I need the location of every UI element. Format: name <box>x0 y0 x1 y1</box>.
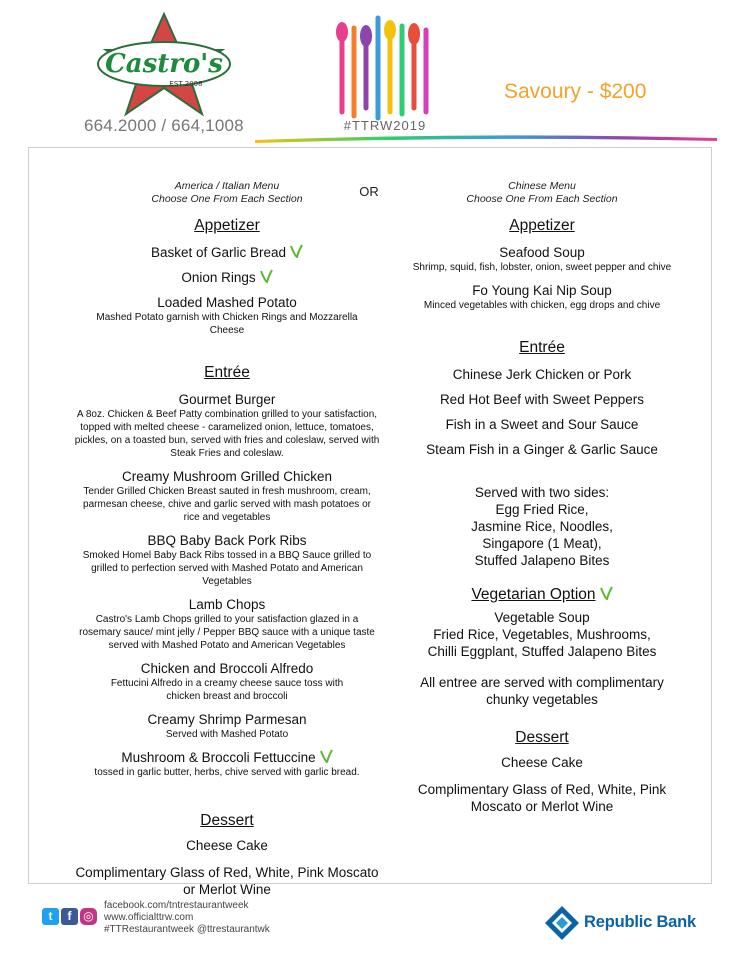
side-option: Stuffed Jalapeno Bites <box>474 553 610 568</box>
item-name: Loaded Mashed Potato <box>157 295 297 310</box>
social-icons <box>42 908 99 928</box>
menu-item <box>68 711 386 728</box>
item-description: tossed in garlic butter, herbs, chive served with garlic bread. <box>94 767 360 778</box>
item-name: Creamy Mushroom Grilled Chicken <box>121 469 333 484</box>
entree-note: chunky vegetables <box>486 692 598 707</box>
dessert-item: Cheese Cake <box>186 838 268 853</box>
menu-item <box>68 749 386 766</box>
item-description: Served with Mashed Potato <box>165 729 289 740</box>
sides-heading: Served with two sides: <box>474 485 610 500</box>
item-name: Seafood Soup <box>499 245 585 260</box>
item-name: Lamb Chops <box>188 597 266 612</box>
entree-heading: Entrée <box>519 339 565 356</box>
item-name: Gourmet Burger <box>178 392 276 407</box>
entree-heading: Entrée <box>204 364 250 381</box>
item-name: BBQ Baby Back Pork Ribs <box>147 533 307 548</box>
menu-item: Chinese Jerk Chicken or Pork <box>452 367 632 382</box>
entree-note: All entree are served with complimentary <box>420 675 664 690</box>
vegetarian-heading-row <box>390 585 694 605</box>
menu-item <box>68 532 386 549</box>
ttrw-hashtag: #TTRW2019 <box>343 118 427 133</box>
dessert-heading: Dessert <box>515 729 569 746</box>
wine-offer: Complimentary Glass of Red, White, Pink Moscato or Merlot Wine <box>75 865 379 897</box>
american-italian-menu <box>68 180 386 898</box>
item-description: Shrimp, squid, fish, lobster, onion, sweet pepper and chive <box>412 262 672 273</box>
item-name: Mushroom & Broccoli Fettuccine <box>121 750 316 765</box>
item-name: Basket of Garlic Bread <box>150 245 287 260</box>
item-description: A 8oz. Chicken & Beef Patty combination grilled to your satisfaction, topped with melted cheese - caramelized onion, lettuce, tomatoes, pickles, on a toasted bun, served with fries and coleslaw, served with Steak Fries and coleslaw. <box>74 409 380 459</box>
menu-item <box>68 468 386 485</box>
republic-bank-icon <box>544 905 580 941</box>
menu-subtitle: Choose One From Each Section <box>151 193 303 205</box>
menu-item <box>68 269 386 286</box>
item-name: Fo Young Kai Nip Soup <box>472 283 612 298</box>
ttrw-cutlery-logo <box>330 8 440 132</box>
vegetarian-leaf-icon <box>319 749 333 763</box>
instagram-icon[interactable]: ◎ <box>80 908 97 925</box>
menu-item <box>390 282 694 299</box>
item-name: Chicken and Broccoli Alfredo <box>140 661 314 676</box>
item-description: Smoked Homel Baby Back Ribs tossed in a BBQ Sauce grilled to grilled to perfection served with Mashed Potato and American Vegetables <box>82 550 372 587</box>
footer-links <box>104 900 270 936</box>
appetizer-heading: Appetizer <box>194 217 260 234</box>
vegetarian-leaf-icon <box>289 244 303 258</box>
veg-line: Chilli Eggplant, Stuffed Jalapeno Bites <box>427 644 657 659</box>
veg-line: Fried Rice, Vegetables, Mushrooms, <box>433 627 651 642</box>
vegetarian-leaf-icon <box>599 586 613 600</box>
or-separator: OR <box>359 184 379 199</box>
hashtags: #TTRestaurantweek @ttrestaurantwk <box>104 924 270 935</box>
side-option: Jasmine Rice, Noodles, <box>471 519 613 534</box>
menu-subtitle: Choose One From Each Section <box>466 193 618 205</box>
twitter-icon[interactable]: t <box>42 908 59 925</box>
menu-title: America / Italian Menu <box>174 180 280 192</box>
logo-text: Castro's <box>105 49 223 79</box>
phone-numbers: 664.2000 / 664,1008 <box>84 116 244 135</box>
side-option: Egg Fried Rice, <box>495 502 589 517</box>
menu-item: Red Hot Beef with Sweet Peppers <box>439 392 645 407</box>
facebook-icon[interactable]: f <box>61 908 78 925</box>
veg-line: Vegetable Soup <box>494 610 590 625</box>
rainbow-swoosh <box>255 132 717 144</box>
item-description: Tender Grilled Chicken Breast sauted in fresh mushroom, cream, parmesan cheese, chive and garlic served with mash potatoes or rice and vegetables <box>83 486 371 523</box>
vegetarian-heading: Vegetarian Option <box>471 586 596 603</box>
vegetarian-leaf-icon <box>259 269 273 283</box>
menu-price: Savoury - $200 <box>504 80 647 103</box>
menu-item <box>390 244 694 261</box>
item-description: Mashed Potato garnish with Chicken Rings and Mozzarella Cheese <box>96 312 358 336</box>
item-description: Minced vegetables with chicken, egg drops and chive <box>423 300 661 311</box>
dessert-heading: Dessert <box>200 812 254 829</box>
appetizer-heading: Appetizer <box>509 217 575 234</box>
castros-logo <box>94 12 234 118</box>
menu-item: Fish in a Sweet and Sour Sauce <box>445 417 639 432</box>
website-link[interactable]: www.officialttrw.com <box>104 912 194 923</box>
menu-item <box>68 596 386 613</box>
menu-item <box>68 294 386 311</box>
bank-name: Republic Bank <box>584 913 697 931</box>
side-option: Singapore (1 Meat), <box>482 536 602 551</box>
menu-title: Chinese Menu <box>508 180 576 192</box>
wine-offer: Complimentary Glass of Red, White, Pink <box>417 782 667 797</box>
logo-est: EST 2008 <box>169 80 203 88</box>
dessert-item: Cheese Cake <box>501 755 583 770</box>
wine-offer: Moscato or Merlot Wine <box>470 799 614 814</box>
republic-bank-logo <box>544 905 697 941</box>
menu-item <box>68 391 386 408</box>
menu-item <box>68 660 386 677</box>
item-name: Creamy Shrimp Parmesan <box>147 712 307 727</box>
item-description: Fettucini Alfredo in a creamy cheese sauce toss with chicken breast and broccoli <box>110 678 344 702</box>
item-description: Castro's Lamb Chops grilled to your satisfaction glazed in a rosemary sauce/ mint jelly / Pepper BBQ sauce with a unique taste served with Mashed Potato and American Vegetables <box>79 614 375 651</box>
item-name: Onion Rings <box>181 270 256 285</box>
chinese-menu <box>390 180 694 815</box>
facebook-link[interactable]: facebook.com/tntrestaurantweek <box>104 900 249 911</box>
menu-item: Steam Fish in a Ginger & Garlic Sauce <box>426 442 658 457</box>
menu-item <box>68 244 386 261</box>
